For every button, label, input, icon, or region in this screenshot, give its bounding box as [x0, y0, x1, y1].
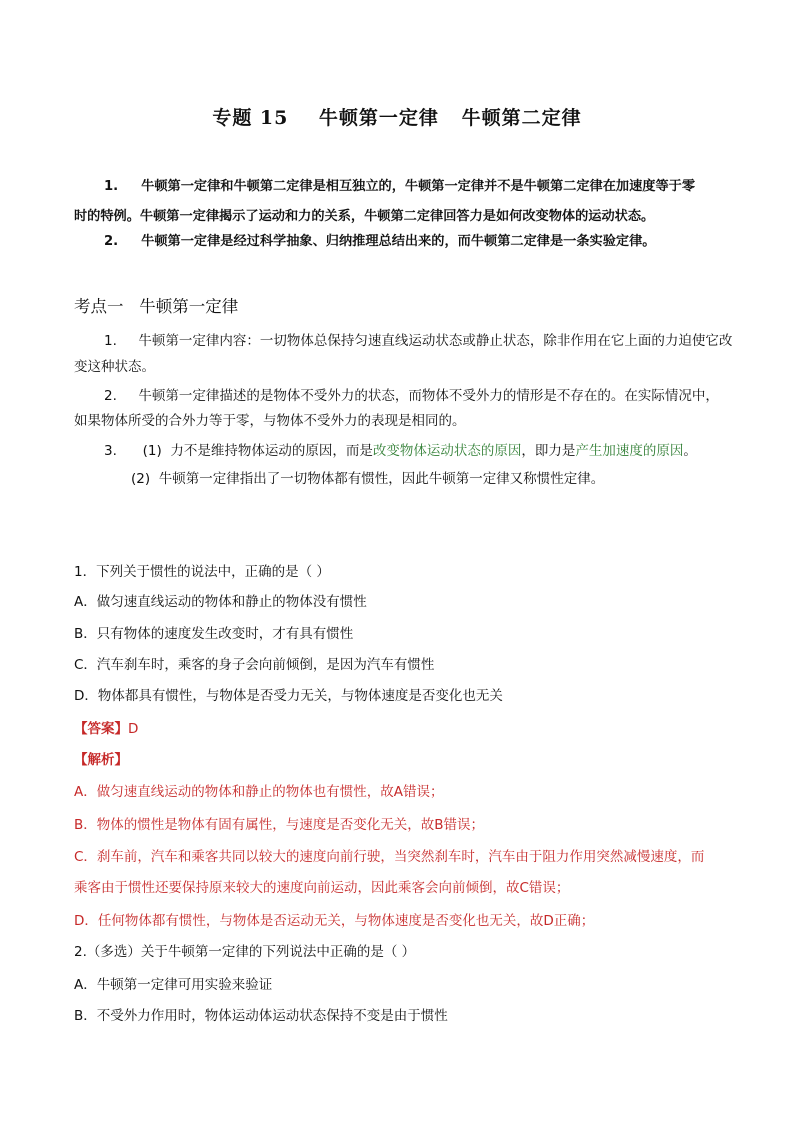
- point-text: 牛顿第一定律内容：一切物体总保持匀速直线运动状态或静止状态，除非作用在它上面的力迫使它改: [138, 333, 733, 349]
- summary-text: 牛顿第一定律是经过科学抽象、归纳推理总结出来的，而牛顿第二定律是一条实验定律。: [141, 234, 656, 249]
- point-3-1: [104, 439, 697, 459]
- answer-value: D: [128, 721, 139, 737]
- summary-number: 1.: [104, 179, 119, 194]
- summary-item-1-cont: 时的特例。牛顿第一定律揭示了运动和力的关系，牛顿第二定律回答力是如何改变物体的运动状态。: [74, 209, 655, 224]
- summary-text: 牛顿第一定律和牛顿第二定律是相互独立的，牛顿第一定律并不是牛顿第二定律在加速度等于零: [141, 179, 696, 194]
- point-text: 。: [683, 443, 697, 459]
- point-1-cont: 变这种状态。: [74, 359, 155, 375]
- highlight-text: 改变物体运动状态的原因: [372, 443, 522, 459]
- section-heading: 考点一 牛顿第一定律: [74, 297, 239, 316]
- point-number: 1.: [104, 333, 117, 349]
- point-text: 力不是维持物体运动的原因，而是: [170, 443, 373, 459]
- analysis-line-a: A．做匀速直线运动的物体和静止的物体也有惯性，故A错误；: [74, 784, 444, 800]
- analysis-line-c-cont: 乘客由于惯性还要保持原来较大的速度向前运动，因此乘客会向前倾倒，故C错误；: [74, 880, 570, 896]
- question-2-option-a: A．牛顿第一定律可用实验来验证: [74, 977, 273, 993]
- question-1-option-c: C．汽车刹车时，乘客的身子会向前倾倒，是因为汽车有惯性: [74, 657, 435, 673]
- point-number: 3.: [104, 443, 117, 459]
- point-2: [104, 384, 719, 404]
- answer-label: 【答案】: [74, 721, 128, 737]
- analysis-line-b: B．物体的惯性是物体有固有属性，与速度是否变化无关，故B错误；: [74, 817, 485, 833]
- summary-item-2: [104, 230, 655, 249]
- point-3-2: [131, 467, 604, 487]
- point-text: 牛顿第一定律描述的是物体不受外力的状态，而物体不受外力的情形是不存在的。在实际情况中，: [138, 388, 719, 404]
- question-1-option-b: B．只有物体的速度发生改变时，才有具有惯性: [74, 626, 354, 642]
- highlight-text: 产生加速度的原因: [575, 443, 684, 459]
- question-1-option-a: A．做匀速直线运动的物体和静止的物体没有惯性: [74, 594, 367, 610]
- analysis-label: 【解析】: [74, 752, 128, 768]
- question-2-stem: 2.（多选）关于牛顿第一定律的下列说法中正确的是（ ）: [74, 944, 416, 960]
- question-1-option-d: D．物体都具有惯性，与物体是否受力无关，与物体速度是否变化也无关: [74, 688, 503, 704]
- sub-number: (2): [131, 471, 151, 487]
- point-number: 2.: [104, 388, 117, 404]
- point-text: 牛顿第一定律指出了一切物体都有惯性，因此牛顿第一定律又称惯性定律。: [158, 471, 605, 487]
- point-2-cont: 如果物体所受的合外力等于零，与物体不受外力的表现是相同的。: [74, 413, 466, 429]
- page-title: 专题 15 牛顿第一定律 牛顿第二定律: [212, 107, 582, 129]
- summary-number: 2.: [104, 234, 119, 249]
- question-1-stem: 1．下列关于惯性的说法中，正确的是（ ）: [74, 564, 330, 580]
- answer-line: [74, 717, 138, 737]
- analysis-line-d: D．任何物体都有惯性，与物体是否运动无关，与物体速度是否变化也无关，故D正确；: [74, 913, 595, 929]
- sub-number: (1): [142, 443, 162, 459]
- summary-item-1: [104, 175, 695, 194]
- analysis-line-c: C．刹车前，汽车和乘客共同以较大的速度向前行驶，当突然刹车时，汽车由于阻力作用突然减慢速度，而: [74, 849, 705, 865]
- question-2-option-b: B．不受外力作用时，物体运动体运动状态保持不变是由于惯性: [74, 1008, 448, 1024]
- point-1: [104, 329, 732, 349]
- point-text: ，即力是: [521, 443, 576, 459]
